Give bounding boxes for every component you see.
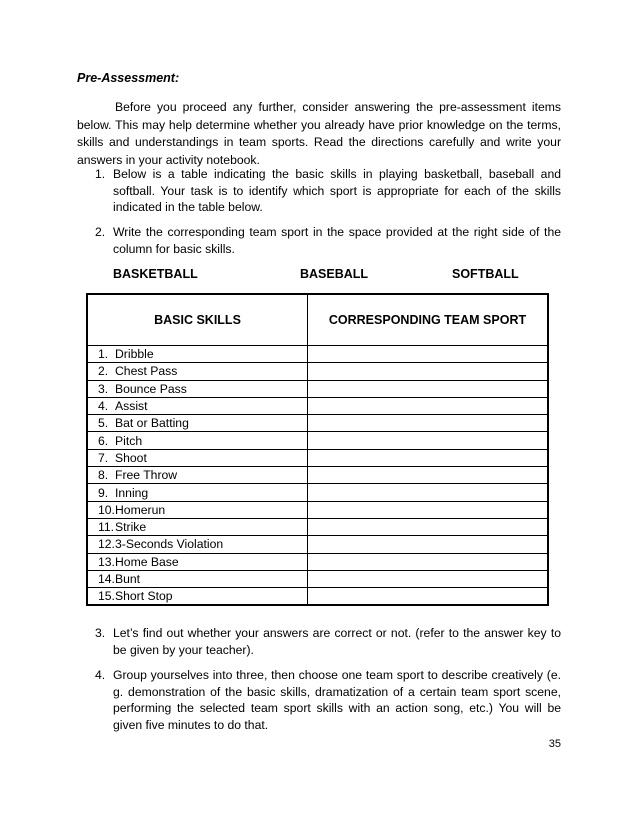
skill-number: 7.	[98, 450, 109, 465]
skill-name: Bounce Pass	[115, 381, 187, 396]
skill-number: 10.	[98, 502, 115, 517]
table-header-row	[87, 294, 548, 346]
item-text: Write the corresponding team sport in the space provided at the right side of the column for basic skills.	[113, 225, 561, 256]
skill-name: Bunt	[115, 572, 141, 586]
skill-number: 3.	[98, 381, 109, 396]
skill-cell	[87, 397, 308, 414]
skill-number: 4.	[98, 399, 109, 414]
skill-number: 5.	[98, 416, 109, 431]
answer-cell[interactable]	[308, 467, 549, 484]
answer-cell[interactable]	[308, 449, 549, 466]
skill-cell	[87, 467, 308, 484]
item-number: 2.	[95, 225, 106, 239]
header-basic-skills: BASIC SKILLS	[87, 294, 308, 346]
item-text: Below is a table indicating the basic skills in playing basketball, baseball and softball. Your task is to identify which sport is appropriate for each of the skills indicated in the table below.	[113, 167, 561, 214]
table-row	[87, 570, 548, 587]
answer-cell[interactable]	[308, 518, 549, 535]
answer-cell[interactable]	[308, 570, 549, 587]
skill-name: Strike	[115, 520, 147, 535]
table-row	[87, 501, 548, 518]
table-row	[87, 363, 548, 380]
skill-name: 3-Seconds Violation	[115, 537, 224, 552]
skills-table	[86, 293, 549, 606]
answer-cell[interactable]	[308, 553, 549, 570]
skill-name: Short Stop	[115, 589, 173, 604]
answer-cell[interactable]	[308, 380, 549, 397]
answer-cell[interactable]	[308, 484, 549, 501]
skill-number: 2.	[98, 364, 109, 379]
table-row	[87, 553, 548, 570]
skill-number: 1.	[98, 347, 109, 362]
answer-cell[interactable]	[308, 363, 549, 380]
answer-cell[interactable]	[308, 415, 549, 432]
skill-number: 8.	[98, 468, 109, 483]
table-row	[87, 380, 548, 397]
skill-cell	[87, 346, 308, 363]
answer-cell[interactable]	[308, 501, 549, 518]
skill-cell	[87, 553, 308, 570]
table-row	[87, 484, 548, 501]
skill-number: 14.	[98, 572, 115, 586]
skill-cell	[87, 484, 308, 501]
item-number: 4.	[95, 668, 106, 682]
sport-option-softball: SOFTBALL	[452, 267, 519, 281]
answer-cell[interactable]	[308, 346, 549, 363]
item-text: Let’s find out whether your answers are correct or not. (refer to the answer key to be given by your teacher).	[113, 626, 561, 657]
instruction-item-2	[95, 224, 561, 257]
answer-cell[interactable]	[308, 432, 549, 449]
skill-cell	[87, 518, 308, 535]
table-row	[87, 449, 548, 466]
instruction-item-3	[95, 625, 561, 658]
skill-number: 6.	[98, 433, 109, 448]
answer-cell[interactable]	[308, 588, 549, 606]
skill-name: Home Base	[115, 554, 179, 569]
skill-number: 13.	[98, 554, 115, 569]
skill-name: Free Throw	[115, 468, 178, 483]
skill-number: 9.	[98, 485, 109, 500]
skill-cell	[87, 570, 308, 587]
table-row	[87, 346, 548, 363]
skill-name: Bat or Batting	[115, 416, 189, 431]
skill-name: Dribble	[115, 347, 154, 362]
item-number: 3.	[95, 626, 106, 640]
item-number: 1.	[95, 167, 106, 181]
skill-cell	[87, 415, 308, 432]
table-row	[87, 536, 548, 553]
page-number: 35	[548, 738, 561, 750]
sport-option-baseball: BASEBALL	[300, 267, 369, 281]
skill-cell	[87, 501, 308, 518]
table-row	[87, 518, 548, 535]
table-row	[87, 415, 548, 432]
skill-cell	[87, 588, 308, 606]
table-row	[87, 588, 548, 606]
table-row	[87, 432, 548, 449]
table-row	[87, 397, 548, 414]
skill-name: Assist	[115, 399, 148, 414]
skill-name: Inning	[115, 485, 149, 500]
skill-cell	[87, 449, 308, 466]
skill-name: Pitch	[115, 433, 143, 448]
skill-name: Homerun	[115, 502, 166, 517]
item-text: Group yourselves into three, then choose one team sport to describe creatively (e. g. demonstration of the basic skills, dramatization of a certain team sport scene, performing the selected team sport skills with an action song, etc.) You will be given five minutes to do that.	[113, 668, 561, 732]
header-corresponding-team-sport: CORRESPONDING TEAM SPORT	[308, 294, 549, 346]
section-heading: Pre-Assessment:	[77, 71, 180, 85]
skill-number: 12.	[98, 537, 115, 552]
skill-number: 15.	[98, 589, 115, 604]
skill-name: Chest Pass	[115, 364, 178, 379]
table-row	[87, 467, 548, 484]
skill-number: 11.	[98, 520, 115, 535]
sport-options	[0, 267, 638, 283]
answer-cell[interactable]	[308, 536, 549, 553]
skill-cell	[87, 363, 308, 380]
skill-name: Shoot	[115, 450, 147, 465]
skill-cell	[87, 536, 308, 553]
instruction-item-1	[95, 166, 561, 216]
skill-cell	[87, 380, 308, 397]
intro-paragraph: Before you proceed any further, consider answering the pre-assessment items below. This may help determine whether you already have prior knowledge on the terms, skills and understandings in team sports. Read the directions carefully and write your answers in your activity notebook.	[77, 100, 561, 167]
instruction-item-4	[95, 667, 561, 733]
answer-cell[interactable]	[308, 397, 549, 414]
skill-cell	[87, 432, 308, 449]
sport-option-basketball: BASKETBALL	[113, 267, 198, 281]
